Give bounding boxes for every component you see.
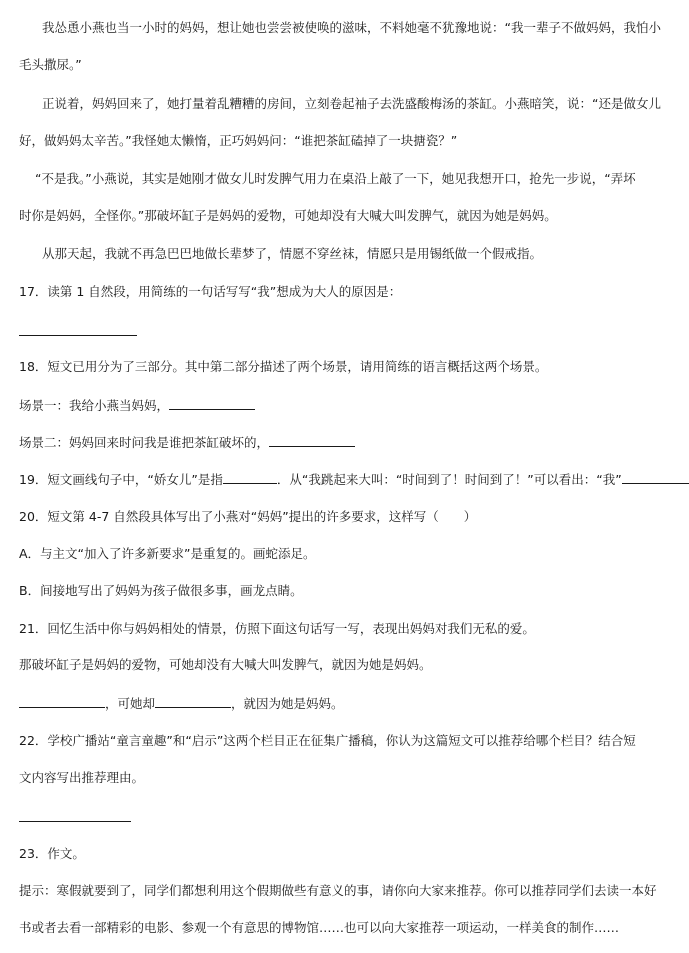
question-18-scene-2-blank[interactable] [269,434,355,447]
passage-paragraph-1-line-2: 毛头撒尿。” [19,57,82,72]
question-21-blank-1[interactable] [19,695,105,708]
passage-paragraph-1-line-1: 我怂恿小燕也当一小时的妈妈，想让她也尝尝被使唤的滋味，不料她毫不犹豫地说：“我一辈子不做妈妈，我怕小 [42,20,661,35]
question-17-answer-blank[interactable] [19,334,137,336]
passage-paragraph-3-line-1: “不是我。”小燕说，其实是她刚才做女儿时发脾气用力在桌沿上敲了一下，她见我想开口，抢先一步说，“弄坏 [35,171,636,186]
question-18-scene-2 [19,434,671,450]
question-18-scene-1-text: 场景一：我给小燕当妈妈， [19,398,170,413]
question-21-example: 那破坏缸子是妈妈的爱物，可她却没有大喊大叫发脾气，就因为她是妈妈。 [19,657,432,672]
question-19-blank-2[interactable] [622,471,689,484]
question-21: 21．回忆生活中你与妈妈相处的情景，仿照下面这句话写一写，表现出妈妈对我们无私的爱。 [19,621,535,636]
question-22-answer-blank[interactable] [19,820,131,822]
question-18-scene-1-blank[interactable] [169,397,255,410]
question-22-line-2: 文内容写出推荐理由。 [19,770,145,785]
question-21-fill-mid: ，可她却 [105,696,156,711]
question-22-line-1: 22．学校广播站“童言童趣”和“启示”这两个栏目正在征集广播稿，你认为这篇短文可以推荐给哪个栏目？结合短 [19,733,636,748]
question-18-scene-1 [19,397,671,413]
question-21-fill [19,695,671,711]
question-19-text-1: 19．短文画线句子中，“娇女儿”是指 [19,472,223,487]
passage-paragraph-3-line-2: 时你是妈妈，全怪你。”那破坏缸子是妈妈的爱物，可她却没有大喊大叫发脾气，就因为她是妈妈。 [19,208,557,223]
question-21-fill-end: ，就因为她是妈妈。 [231,696,344,711]
question-18: 18．短文已用分为了三部分。其中第二部分描述了两个场景，请用简练的语言概括这两个场景。 [19,359,548,374]
question-23-hint-line-1: 提示：寒假就要到了，同学们都想利用这个假期做些有意义的事，请你向大家来推荐。你可以推荐同学们去读一本好 [19,883,657,898]
question-20: 20．短文第 4-7 自然段具体写出了小燕对“妈妈”提出的许多要求，这样写（ ） [19,509,477,524]
question-18-scene-2-text: 场景二：妈妈回来时问我是谁把茶缸破坏的， [19,435,270,450]
question-20-option-b[interactable]: B．间接地写出了妈妈为孩子做很多事，画龙点睛。 [19,583,303,598]
passage-paragraph-2-line-1: 正说着，妈妈回来了，她打量着乱糟糟的房间，立刻卷起袖子去洗盛酸梅汤的茶缸。小燕暗笑，说：“还是做女儿 [42,96,661,111]
question-19 [19,471,671,487]
question-20-option-a[interactable]: A．与主文“加入了许多新要求”是重复的。画蛇添足。 [19,546,316,561]
question-19-text-2: ．从“我跳起来大叫：“时间到了！时间到了！”可以看出：“我” [276,472,622,487]
question-17: 17．读第 1 自然段，用简练的一句话写写“我”想成为大人的原因是： [19,284,402,299]
passage-paragraph-4-line-1: 从那天起，我就不再急巴巴地做长辈梦了，情愿不穿丝袜，情愿只是用锡纸做一个假戒指。 [42,246,543,261]
question-21-blank-2[interactable] [155,695,231,708]
question-23-hint-line-2: 书或者去看一部精彩的电影、参观一个有意思的博物馆……也可以向大家推荐一项运动，一样美食的制作…… [19,920,620,935]
passage-paragraph-2-line-2: 好，做妈妈太辛苦。”我怪她太懒惰，正巧妈妈问：“谁把茶缸磕掉了一块搪瓷？” [19,133,458,148]
question-19-blank-1[interactable] [223,471,277,484]
question-23: 23．作文。 [19,846,85,861]
